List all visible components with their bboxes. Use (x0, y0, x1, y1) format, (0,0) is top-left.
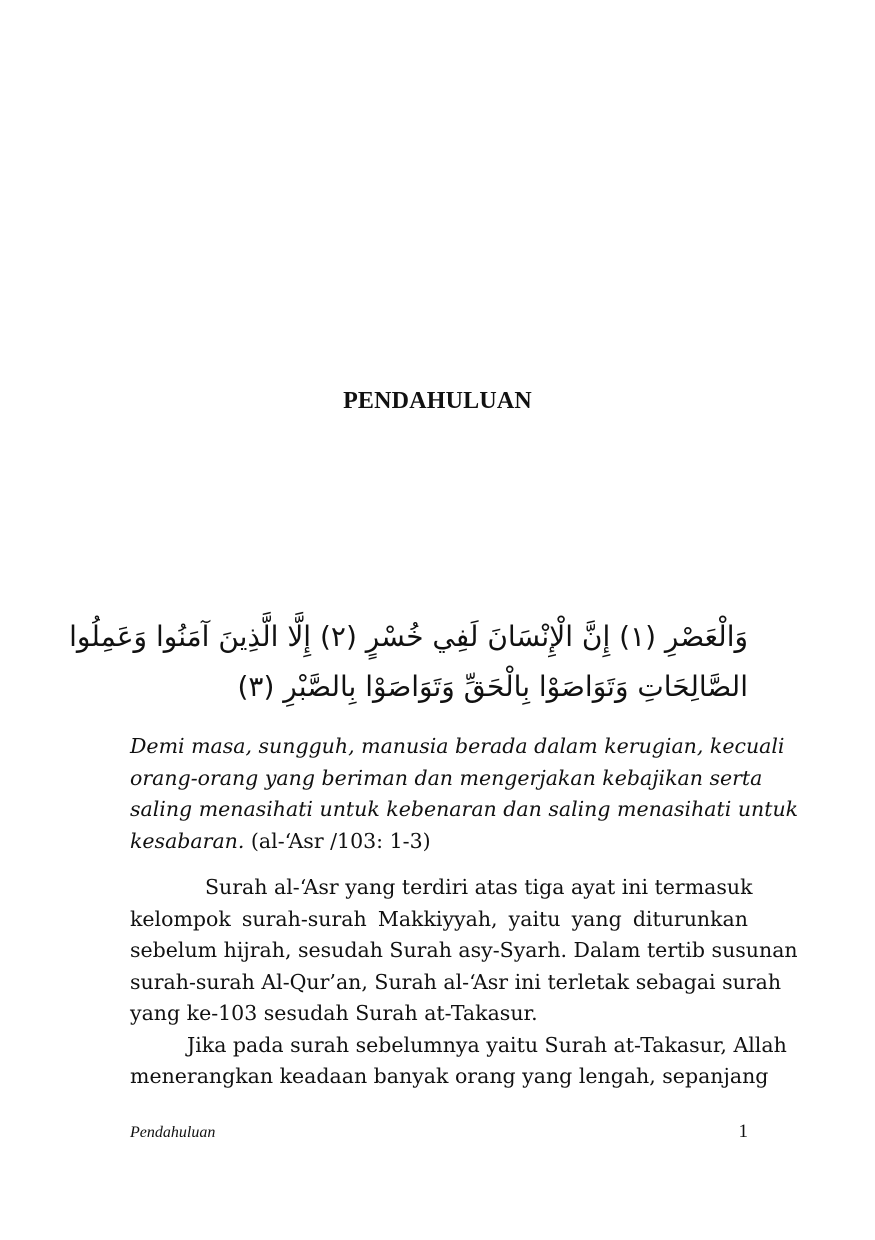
paragraph-line: menerangkan keadaan banyak orang yang lengah, sepanjang (130, 1064, 769, 1088)
body-text (130, 872, 798, 1093)
translation-last-word: kesabaran. (130, 828, 245, 853)
paragraph-line: sebelum hijrah, sesudah Surah asy-Syarh. Dalam tertib susunan (130, 938, 798, 962)
paragraph-line: yang ke-103 sesudah Surah at-Takasur. (130, 1001, 538, 1025)
verse-translation (130, 731, 799, 857)
translation-line (130, 826, 748, 858)
footer-section-title: Pendahuluan (130, 1124, 216, 1141)
translation-line: saling menasihati untuk kebenaran dan saling menasihati untuk (130, 797, 799, 821)
page-title: PENDAHULUAN (343, 388, 532, 414)
arabic-verse-line: وَالْعَصْرِ (١) إِنَّ الْإِنْسَانَ لَفِي خُسْرٍ (٢) إِلَّا الَّذِينَ آمَنُوا وَعَمِلُوا (69, 620, 748, 653)
paragraph-line: Jika pada surah sebelumnya yaitu Surah at-Takasur, Allah (187, 1032, 787, 1057)
verse-reference: (al-‘Asr /103: 1-3) (250, 828, 431, 853)
page-number: 1 (738, 1121, 748, 1142)
paragraph-line: surah-surah Al-Qur’an, Surah al-‘Asr ini terletak sebagai surah (130, 969, 782, 994)
arabic-verse (69, 612, 748, 712)
translation-line: orang-orang yang beriman dan mengerjakan kebajikan serta (130, 765, 763, 790)
paragraph-line: Surah al-‘Asr yang terdiri atas tiga ayat ini termasuk (205, 875, 753, 899)
paragraph-line: kelompok surah-surah Makkiyyah, yaitu yang diturunkan (130, 906, 748, 931)
arabic-verse-line: الصَّالِحَاتِ وَتَوَاصَوْا بِالْحَقِّ وَتَوَاصَوْا بِالصَّبْرِ (٣) (237, 670, 748, 703)
translation-line: Demi masa, sungguh, manusia berada dalam kerugian, kecuali (130, 734, 785, 758)
